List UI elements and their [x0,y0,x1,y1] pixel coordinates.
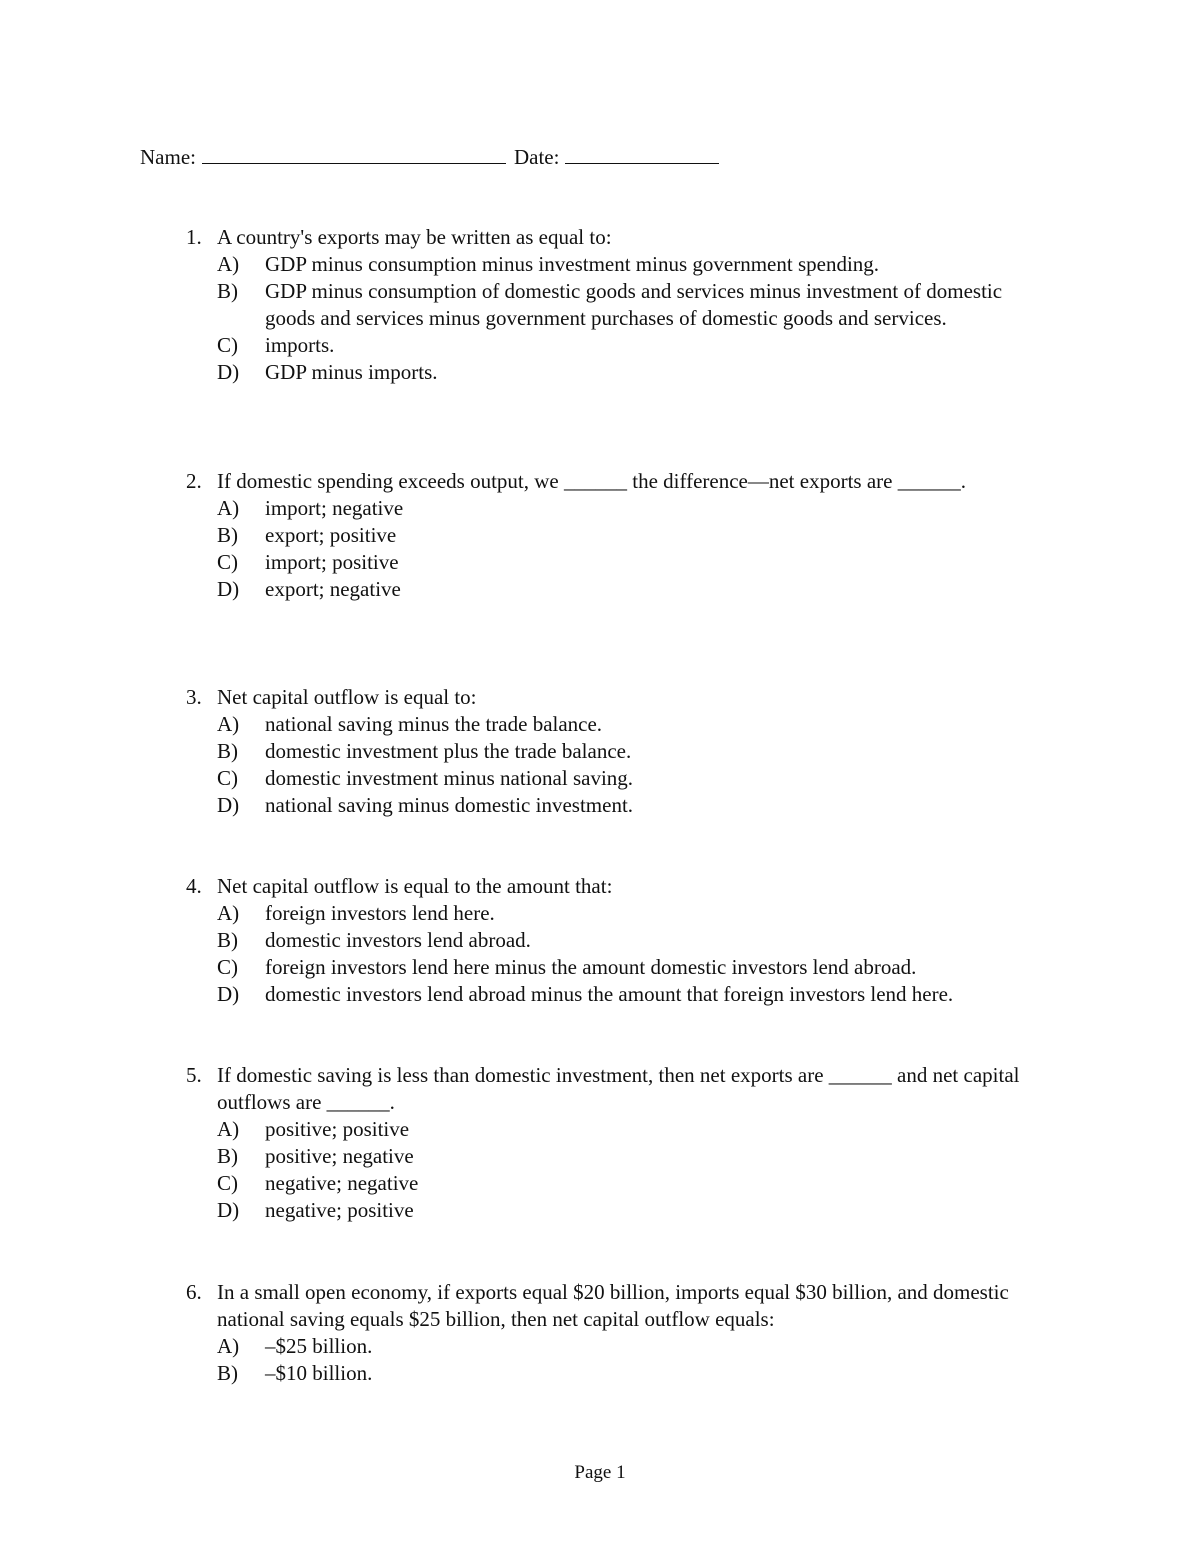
choice-text: export; negative [265,577,401,601]
choice-text: foreign investors lend here. [265,901,495,925]
choice-text: import; positive [265,550,399,574]
choice-letter: C) [217,550,238,574]
name-date-header [140,143,719,171]
choice-text: GDP minus consumption of domestic goods and services minus investment of domestic goods and services minus government purchases of domestic goods and services. [265,279,1003,330]
question-text: Net capital outflow is equal to: [217,685,477,709]
question-number: 1. [186,225,202,249]
choice-letter: D) [217,793,240,817]
choice-letter: A) [217,901,240,925]
answer-choice-a [217,1116,1056,1143]
choice-letter: C) [217,1171,238,1195]
choice-text: –$10 billion. [265,1361,373,1385]
answer-choice-b [217,1143,1056,1170]
question-stem [186,224,1056,251]
choice-letter: D) [217,982,240,1006]
page-number: Page 1 [574,1462,626,1483]
choice-text: export; positive [265,523,397,547]
question-6 [186,1279,1056,1387]
answer-choice-a [217,495,1056,522]
question-2 [186,468,1056,603]
choice-letter: B) [217,928,238,952]
question-stem [186,1062,1056,1116]
question-number: 2. [186,469,202,493]
answer-choice-c [217,332,1056,359]
question-number: 3. [186,685,202,709]
choice-text: domestic investors lend abroad. [265,928,531,952]
answer-choice-b [217,927,1056,954]
question-1 [186,224,1056,386]
choice-letter: A) [217,496,240,520]
date-label: Date: [513,145,560,169]
choice-letter: D) [217,577,240,601]
question-text: If domestic saving is less than domestic investment, then net exports are ______ and net capital outflows are ______. [217,1063,1020,1114]
choice-letter: A) [217,712,240,736]
answer-choice-c [217,1170,1056,1197]
question-number: 4. [186,874,202,898]
answer-choice-c [217,954,1056,981]
choice-letter: B) [217,1361,238,1385]
choice-text: domestic investment plus the trade balance. [265,739,632,763]
choice-letter: A) [217,1117,240,1141]
choice-text: national saving minus domestic investment. [265,793,634,817]
question-stem [186,468,1056,495]
choice-letter: D) [217,360,240,384]
question-number: 6. [186,1280,202,1304]
choice-letter: C) [217,766,238,790]
choice-text: positive; positive [265,1117,410,1141]
answer-choice-a [217,1333,1056,1360]
choice-letter: C) [217,333,238,357]
choice-letter: A) [217,252,240,276]
answer-choice-c [217,549,1056,576]
choice-text: negative; positive [265,1198,414,1222]
answer-choice-d [217,792,1056,819]
question-stem [186,873,1056,900]
choice-letter: C) [217,955,238,979]
answer-choice-b [217,1360,1056,1387]
choice-letter: B) [217,279,238,303]
question-text: Net capital outflow is equal to the amount that: [217,874,613,898]
question-text: A country's exports may be written as equal to: [217,225,612,249]
choice-text: import; negative [265,496,404,520]
name-label: Name: [140,145,196,169]
answer-choice-d [217,359,1056,386]
answer-choice-b [217,278,1056,332]
question-3 [186,684,1056,819]
question-stem [186,1279,1056,1333]
choice-letter: B) [217,523,238,547]
answer-choice-b [217,738,1056,765]
choice-text: foreign investors lend here minus the amount domestic investors lend abroad. [265,955,917,979]
choice-letter: D) [217,1198,240,1222]
answer-choice-d [217,981,1056,1008]
question-text: In a small open economy, if exports equal $20 billion, imports equal $30 billion, and domestic national saving equals $25 billion, then net capital outflow equals: [217,1280,1009,1331]
choice-text: domestic investment minus national saving. [265,766,634,790]
choice-text: GDP minus imports. [265,360,438,384]
choice-text: GDP minus consumption minus investment minus government spending. [265,252,880,276]
choice-text: negative; negative [265,1171,419,1195]
choice-text: domestic investors lend abroad minus the amount that foreign investors lend here. [265,982,954,1006]
answer-choice-b [217,522,1056,549]
question-5 [186,1062,1056,1224]
choice-text: imports. [265,333,335,357]
date-blank-line [565,143,719,164]
name-blank-line [202,143,506,164]
choice-letter: B) [217,739,238,763]
choice-text: positive; negative [265,1144,414,1168]
answer-choice-a [217,900,1056,927]
choice-text: –$25 billion. [265,1334,373,1358]
question-stem [186,684,1056,711]
choice-letter: A) [217,1334,240,1358]
choice-text: national saving minus the trade balance. [265,712,603,736]
answer-choice-a [217,711,1056,738]
question-number: 5. [186,1063,202,1087]
answer-choice-c [217,765,1056,792]
question-4 [186,873,1056,1008]
answer-choice-d [217,576,1056,603]
question-text: If domestic spending exceeds output, we ______ the difference—net exports are ______. [217,469,966,493]
choice-letter: B) [217,1144,238,1168]
answer-choice-a [217,251,1056,278]
answer-choice-d [217,1197,1056,1224]
